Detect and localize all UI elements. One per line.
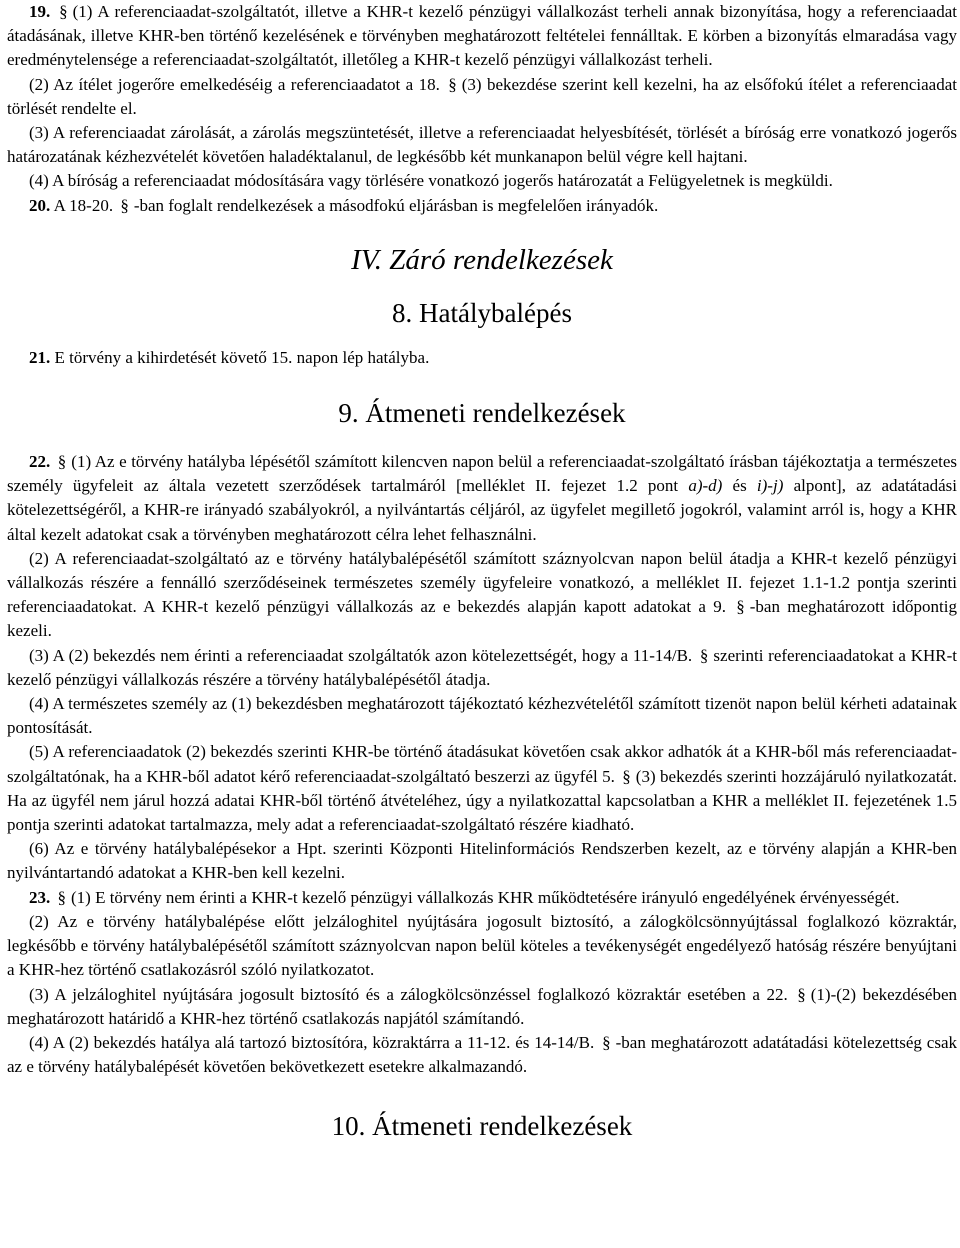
section-20-text-a: A 18-20.: [53, 195, 114, 215]
section-22-number: 22.: [29, 452, 51, 472]
section-23-paragraph-2: (2) Az e törvény hatálybalépése előtt jelzáloghitel nyújtására jogosult biztosító, a zálogkölcsönnyújtással foglalkozó közraktár, legkésőbb e törvény hatálybalépésétől számított száznyolcvan napon belül köteles a tevékenységét engedélyező hatóság részére benyújtani a KHR-hez történő csatlakozásról szóló nyilatkozatot.: [7, 911, 957, 980]
point-reference-i-j: i)-j): [756, 476, 784, 496]
section-23-number: 23.: [29, 887, 51, 907]
section-23-paragraph-3-text-a: (3) A jelzáloghitel nyújtására jogosult biztosító és a zálogkölcsönzéssel foglalkozó közraktár esetében a 22.: [29, 984, 788, 1004]
section-22-paragraph-5-text-b: (3) bekezdés szerinti hozzájáruló nyilatkozatát. Ha az ügyfél nem járul hozzá adatai KHR-ből történő átvételéhez, úgy a nyilatkozattal kapcsolatban a KHR a melléklet II. fejezetének 1.5 pontja szerinti adatokat tartalmazza, mely adat a referenciaadat-szolgáltató részére kiadható.: [7, 766, 958, 835]
section-23-paragraph-1: [7, 886, 957, 910]
section-19-number: 19.: [29, 2, 51, 21]
section-23-paragraph-3: [7, 983, 957, 1031]
section-sign-icon[interactable]: §: [622, 766, 631, 786]
section-23-paragraph-3-text-b: (1)-(2) bekezdésében meghatározott határidő a KHR-hez történő csatlakozás napjától számítandó.: [7, 984, 957, 1028]
section-21-number: 21.: [29, 347, 51, 367]
section-22-paragraph-3-text-a: (3) A (2) bekezdés nem érinti a referenciaadat szolgáltatók azon kötelezettségét, hogy a 11-14/B.: [29, 645, 693, 665]
section-23-paragraph-1-text: (1) E törvény nem érinti a KHR-t kezelő pénzügyi vállalkozás KHR működtetésére irányuló engedélyének érvényességét.: [71, 887, 900, 907]
section-22-paragraph-6: (6) Az e törvény hatálybalépésekor a Hpt. szerinti Központi Hitelinformációs Rendszerben kezelt, az e törvény alapján a KHR-ben nyilvántartandó adatokat a KHR-ben kell kezelni.: [7, 839, 957, 883]
part-iv-heading: IV. Záró rendelkezések: [351, 243, 613, 276]
section-sign-icon[interactable]: §: [57, 887, 66, 907]
section-20-text-b: -ban foglalt rendelkezések a másodfokú eljárásban is megfelelően irányadók.: [133, 195, 659, 215]
section-23-paragraph-4-text-a: (4) A (2) bekezdés hatálya alá tartozó biztosítóra, közraktárra a 11-12. és 14-14/B.: [29, 1032, 595, 1052]
section-22-paragraph-1-text-b: és: [722, 476, 757, 496]
section-23-paragraph-4-text-b: -ban meghatározott adatátadási kötelezettség csak az e törvény hatálybalépését követően bekövetkezett esetekre alkalmazandó.: [7, 1032, 958, 1077]
section-22-paragraph-1-text-c: alpont], az adatátadási kötelezettségéről, a KHR-re irányadó szabályokról, a nyilvántartás céljáról, az ügyfelet megillető jogokról, valamint arról is, hogy a KHR által kezelt adatokat csak a törvényben meghatározott célra lehet felhasználni.: [7, 476, 957, 544]
chapter-9-heading: 9. Átmeneti rendelkezések: [338, 398, 626, 429]
section-23-paragraph-4: [7, 1031, 957, 1079]
section-22-paragraph-2-text-b: -ban meghatározott időpontig kezeli.: [7, 597, 957, 641]
section-sign-icon[interactable]: §: [59, 2, 68, 21]
section-22-paragraph-1-text-a: (1) Az e törvény hatályba lépésétől számított kilencven napon belül a referenciaadat-szolgáltató írásban tájékoztatja a természetes személy ügyfeleit az általa vezetett szerződések tartalmáról [melléklet II. fejezet 1.2 pont: [7, 452, 957, 496]
section-21-paragraph: [7, 346, 957, 370]
point-reference-a-d: a)-d): [688, 476, 723, 496]
section-19-paragraph-2: [7, 73, 957, 121]
section-19-paragraph-1: [7, 0, 957, 73]
section-22-paragraph-1: [7, 450, 957, 547]
section-22-paragraph-5-text-a: (5) A referenciaadatok (2) bekezdés szerinti KHR-be történő átadásukat követően csak akkor adhatók át a KHR-ből más referenciaadat-szolgáltatónak, ha a KHR-ből adatot kérő referenciaadat-szolgáltató beszerzi az ügyfél 5.: [7, 742, 957, 786]
section-20-paragraph: [7, 194, 957, 218]
section-22-paragraph-3: [7, 644, 957, 692]
section-20-number: 20.: [29, 195, 51, 215]
section-22-paragraph-3-text-b: szerinti referenciaadatokat a KHR-t kezelő pénzügyi vállalkozás részére a törvény hatálybalépésétől átadja.: [7, 645, 957, 689]
section-21-text: E törvény a kihirdetését követő 15. napon lép hatályba.: [54, 347, 430, 367]
section-19-paragraph-3: (3) A referenciaadat zárolását, a zárolás megszüntetését, illetve a referenciaadat helyesbítését, törlését a bíróság erre vonatkozó jogerős határozatának kézhezvételét követően haladéktalanul, de legkésőbb két munkanapon belül végre kell hajtani.: [7, 123, 957, 167]
section-sign-icon[interactable]: §: [57, 452, 67, 472]
section-sign-icon[interactable]: §: [448, 74, 457, 94]
section-19-paragraph-2-text-b: (3) bekezdése szerint kell kezelni, ha az elsőfokú ítélet a referenciaadat törlését rendelte el.: [7, 74, 957, 118]
section-19-paragraph-4: (4) A bíróság a referenciaadat módosítására vagy törlésére vonatkozó jogerős határozatát a Felügyeletnek is megküldi.: [29, 171, 833, 191]
section-sign-icon[interactable]: §: [736, 597, 745, 617]
section-sign-icon[interactable]: §: [797, 984, 806, 1004]
section-22-paragraph-5: [7, 740, 957, 837]
chapter-10-heading: 10. Átmeneti rendelkezések: [331, 1111, 633, 1142]
section-sign-icon[interactable]: §: [120, 195, 129, 215]
section-sign-icon[interactable]: §: [699, 645, 709, 665]
section-19-paragraph-1-text: (1) A referenciaadat-szolgáltatót, illetve a KHR-t kezelő pénzügyi vállalkozást terheli annak bizonyítása, hogy a referenciaadat átadásának, illetve KHR-ben történő kezelésének e törvényben meghatározott feltételei fennálltak. E körben a bizonyítás elmaradása vagy eredménytelensége a referenciaadat-szolgáltatót, illetőleg a KHR-t kezelő pénzügyi vállalkozást terheli.: [7, 2, 957, 70]
section-19-paragraph-2-text-a: (2) Az ítélet jogerőre emelkedéséig a referenciaadatot a 18.: [29, 74, 440, 94]
section-22-paragraph-4: (4) A természetes személy az (1) bekezdésben meghatározott tájékoztató kézhezvételétől számított tizenöt napon belül kérheti adatainak pontosítását.: [7, 694, 957, 738]
section-22-paragraph-2-text-a: (2) A referenciaadat-szolgáltató az e törvény hatálybalépésétől számított száznyolcvan napon belül átadja a KHR-t kezelő pénzügyi vállalkozás részére a fennálló szerződéseinek természetes személy ügyfeleire vonatkozó, a melléklet II. fejezet 1.1-1.2 pontja szerinti referenciaadatokat. A KHR-t kezelő pénzügyi vállalkozás az e bekezdés alapján kapott adatokat a 9.: [7, 548, 957, 617]
chapter-8-heading: 8. Hatálybalépés: [392, 297, 572, 328]
section-sign-icon[interactable]: §: [602, 1032, 611, 1052]
section-22-paragraph-2: [7, 547, 957, 644]
